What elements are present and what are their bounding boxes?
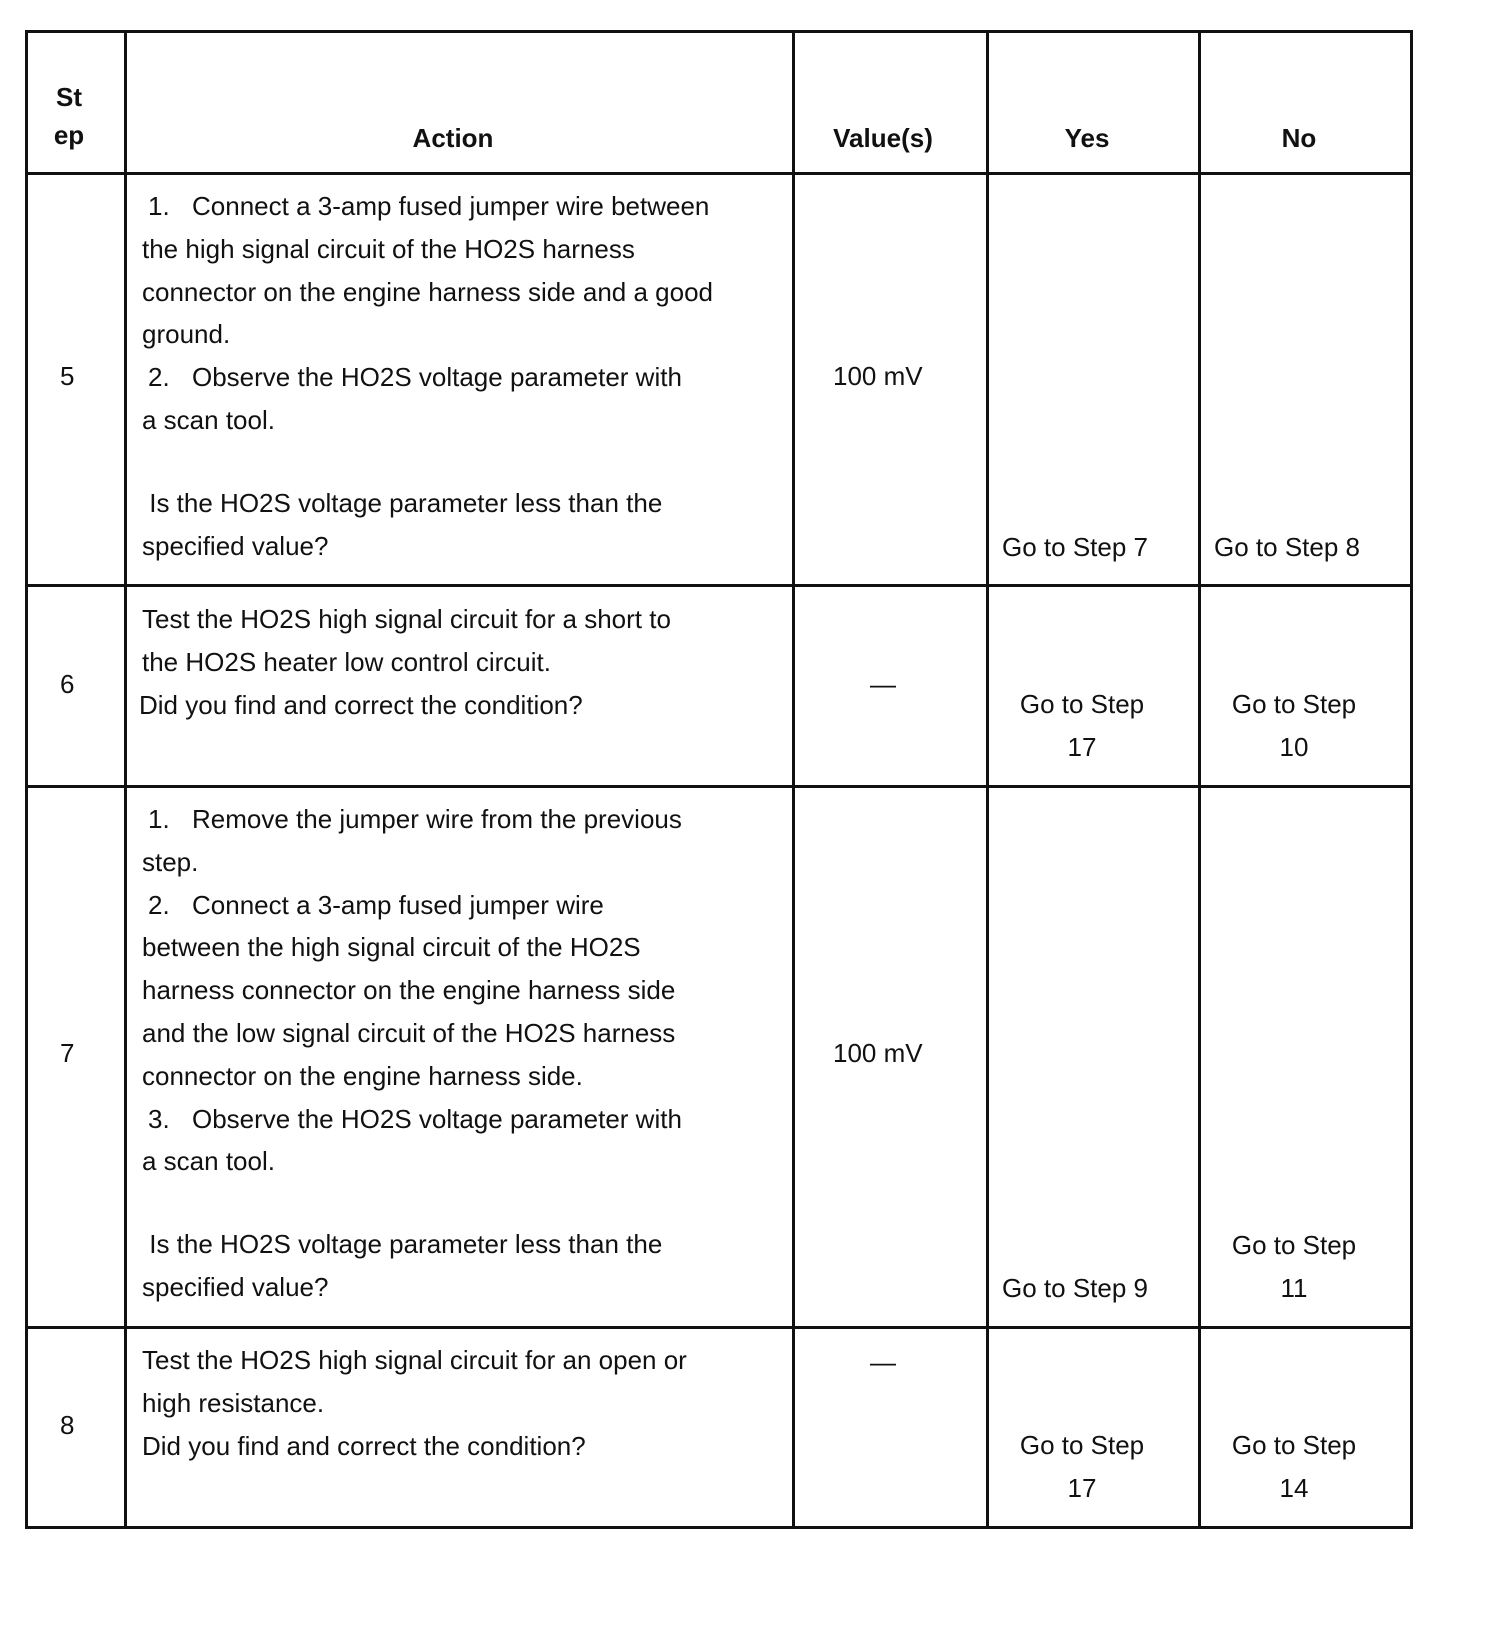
action-line: Did you find and correct the condition?: [139, 689, 583, 720]
step-number: 8: [60, 1410, 75, 1440]
action-cell: [142, 798, 682, 1309]
yes-cell: Go to Step 7: [1002, 532, 1148, 562]
header-yes: Yes: [1064, 123, 1110, 153]
action-line: Did you find and correct the condition?: [142, 1430, 586, 1461]
action-line: the high signal circuit of the HO2S harness: [142, 233, 635, 264]
value-cell: —: [870, 1347, 896, 1377]
row-divider: [26, 1326, 1412, 1329]
step-number: 7: [60, 1038, 75, 1068]
step-number: 5: [60, 361, 75, 391]
action-line: ground.: [142, 319, 231, 350]
action-line: and the low signal circuit of the HO2S harness: [142, 1017, 676, 1048]
table-border-right: [1410, 30, 1413, 1529]
row-divider: [26, 584, 1412, 587]
action-cell: [142, 185, 713, 567]
action-line: a scan tool.: [142, 404, 275, 435]
action-line: harness connector on the engine harness side: [142, 975, 676, 1006]
action-line: 2. Observe the HO2S voltage parameter with: [148, 362, 682, 393]
action-line: high resistance.: [142, 1387, 325, 1418]
action-line: connector on the engine harness side and a good: [142, 276, 713, 307]
column-divider: [986, 30, 989, 1529]
yes-cell: Go to Step 17: [1019, 689, 1145, 762]
action-line: 2. Connect a 3-amp fused jumper wire: [148, 889, 604, 920]
column-divider: [124, 30, 127, 1529]
action-cell: [139, 598, 671, 726]
action-line: 1. Remove the jumper wire from the previous: [148, 804, 682, 834]
action-line: Is the HO2S voltage parameter less than the: [142, 1229, 663, 1260]
action-line: 3. Observe the HO2S voltage parameter with: [148, 1103, 682, 1134]
column-divider: [792, 30, 795, 1529]
row-divider: [26, 785, 1412, 788]
header-no: No: [1281, 123, 1317, 153]
header-step: [28, 78, 110, 154]
header-action: Action: [412, 123, 494, 153]
header-step-line1: St: [56, 82, 82, 112]
no-cell: Go to Step 11: [1231, 1230, 1357, 1303]
header-divider: [26, 172, 1412, 175]
table-border-top: [26, 30, 1412, 33]
table-border-left: [25, 30, 28, 1529]
action-line: [142, 442, 713, 482]
header-step-line2: ep: [53, 120, 85, 150]
no-cell: Go to Step 8: [1214, 532, 1360, 562]
action-line: between the high signal circuit of the HO2S: [142, 932, 641, 963]
header-values: Value(s): [833, 123, 933, 153]
value-cell: 100 mV: [833, 1038, 923, 1068]
action-line: specified value?: [142, 1271, 329, 1302]
yes-cell: Go to Step 17: [1019, 1430, 1145, 1503]
action-line: specified value?: [142, 530, 329, 561]
action-line: connector on the engine harness side.: [142, 1060, 583, 1091]
no-cell: Go to Step 10: [1231, 689, 1357, 762]
yes-cell: Go to Step 9: [1002, 1273, 1148, 1303]
action-line: Test the HO2S high signal circuit for a short to: [142, 604, 671, 634]
value-cell: 100 mV: [833, 361, 923, 391]
action-line: Is the HO2S voltage parameter less than the: [142, 487, 663, 518]
action-line: the HO2S heater low control circuit.: [142, 646, 551, 677]
action-line: Test the HO2S high signal circuit for an open or: [142, 1345, 687, 1375]
table-border-bottom: [26, 1526, 1412, 1529]
step-number: 6: [60, 669, 75, 699]
value-cell: —: [870, 669, 896, 699]
action-line: 1. Connect a 3-amp fused jumper wire between: [148, 191, 710, 221]
action-line: a scan tool.: [142, 1146, 275, 1177]
action-cell: [142, 1339, 687, 1467]
no-cell: Go to Step 14: [1231, 1430, 1357, 1503]
action-line: step.: [142, 846, 199, 877]
action-line: [142, 1183, 682, 1223]
